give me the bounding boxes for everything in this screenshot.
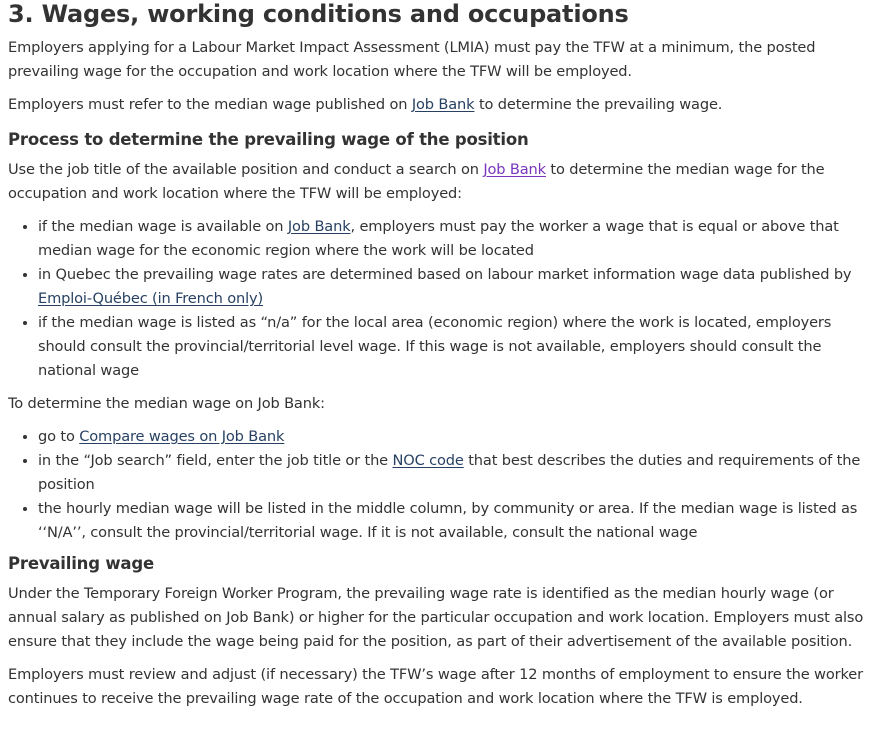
section-heading: 3. Wages, working conditions and occupations bbox=[8, 0, 629, 28]
list-item-quebec bbox=[38, 263, 874, 311]
compare-wages-link[interactable]: Compare wages on Job Bank bbox=[79, 428, 285, 445]
list-item-compare-wages bbox=[38, 425, 874, 449]
step-text-before: in the “Job search” field, enter the job title or the bbox=[38, 452, 393, 469]
list-item-hourly-median: • the hourly median wage will be listed in the middle column, by community or area. If the median wage is listed as ‘‘N/A’’, consult the provincial/territorial wage. If it is not available, consult the national wage bbox=[38, 497, 874, 545]
bullet-text-after: , employers must pay the worker a wage that is equal or above that median wage for the economic region where the work will be located bbox=[38, 218, 839, 259]
intro-paragraph-job-bank bbox=[8, 93, 874, 117]
list-item-median-na: • if the median wage is listed as “n/a” for the local area (economic region) where the work is located, employers should consult the provincial/territorial level wage. If this wage is not available, employers should consult the national wage bbox=[38, 311, 874, 383]
process-heading: Process to determine the prevailing wage of the position bbox=[8, 130, 529, 149]
intro-p2-text-before: Employers must refer to the median wage published on bbox=[8, 96, 412, 113]
steps-intro: To determine the median wage on Job Bank: bbox=[8, 395, 325, 412]
noc-code-link[interactable]: NOC code bbox=[392, 452, 464, 469]
list-item-job-search-field bbox=[38, 449, 874, 497]
emploi-quebec-link[interactable]: Emploi-Québec (in French only) bbox=[38, 290, 264, 307]
prevailing-wage-paragraph-2: Employers must review and adjust (if necessary) the TFW’s wage after 12 months of employment to ensure the worker continues to receive the prevailing wage rate of the occupation and work location where the TFW is employed. bbox=[8, 666, 863, 707]
bullet-text-before: in Quebec the prevailing wage rates are determined based on labour market information wage data published by bbox=[38, 266, 852, 283]
prevailing-wage-heading: Prevailing wage bbox=[8, 554, 154, 573]
step-text-before: go to bbox=[38, 428, 80, 445]
bullet-text-before: if the median wage is available on bbox=[38, 218, 288, 235]
process-bullet-list bbox=[8, 215, 874, 383]
prevailing-wage-paragraph-1: Under the Temporary Foreign Worker Program, the prevailing wage rate is identified as the median hourly wage (or annual salary as published on Job Bank) or higher for the particular occupation and work location. Employers must also ensure that they include the wage being paid for the position, as part of their advertisement of the available position. bbox=[8, 585, 864, 650]
process-intro-text-before: Use the job title of the available position and conduct a search on bbox=[8, 161, 484, 178]
job-bank-link-bullet[interactable]: Job Bank bbox=[287, 218, 351, 235]
process-intro-paragraph bbox=[8, 158, 874, 206]
list-item-median-available bbox=[38, 215, 874, 263]
job-bank-link-intro[interactable]: Job Bank bbox=[411, 96, 475, 113]
process-intro-text-after: to determine the median wage for the occupation and work location where the TFW will be employed: bbox=[8, 161, 825, 202]
job-bank-link-process[interactable]: Job Bank bbox=[483, 161, 546, 178]
steps-list bbox=[8, 425, 874, 545]
step-text-after: that best describes the duties and requirements of the position bbox=[38, 452, 861, 493]
intro-p2-text-after: to determine the prevailing wage. bbox=[474, 96, 723, 113]
intro-paragraph-lmia: Employers applying for a Labour Market Impact Assessment (LMIA) must pay the TFW at a minimum, the posted prevailing wage for the occupation and work location where the TFW will be employed. bbox=[8, 39, 816, 80]
